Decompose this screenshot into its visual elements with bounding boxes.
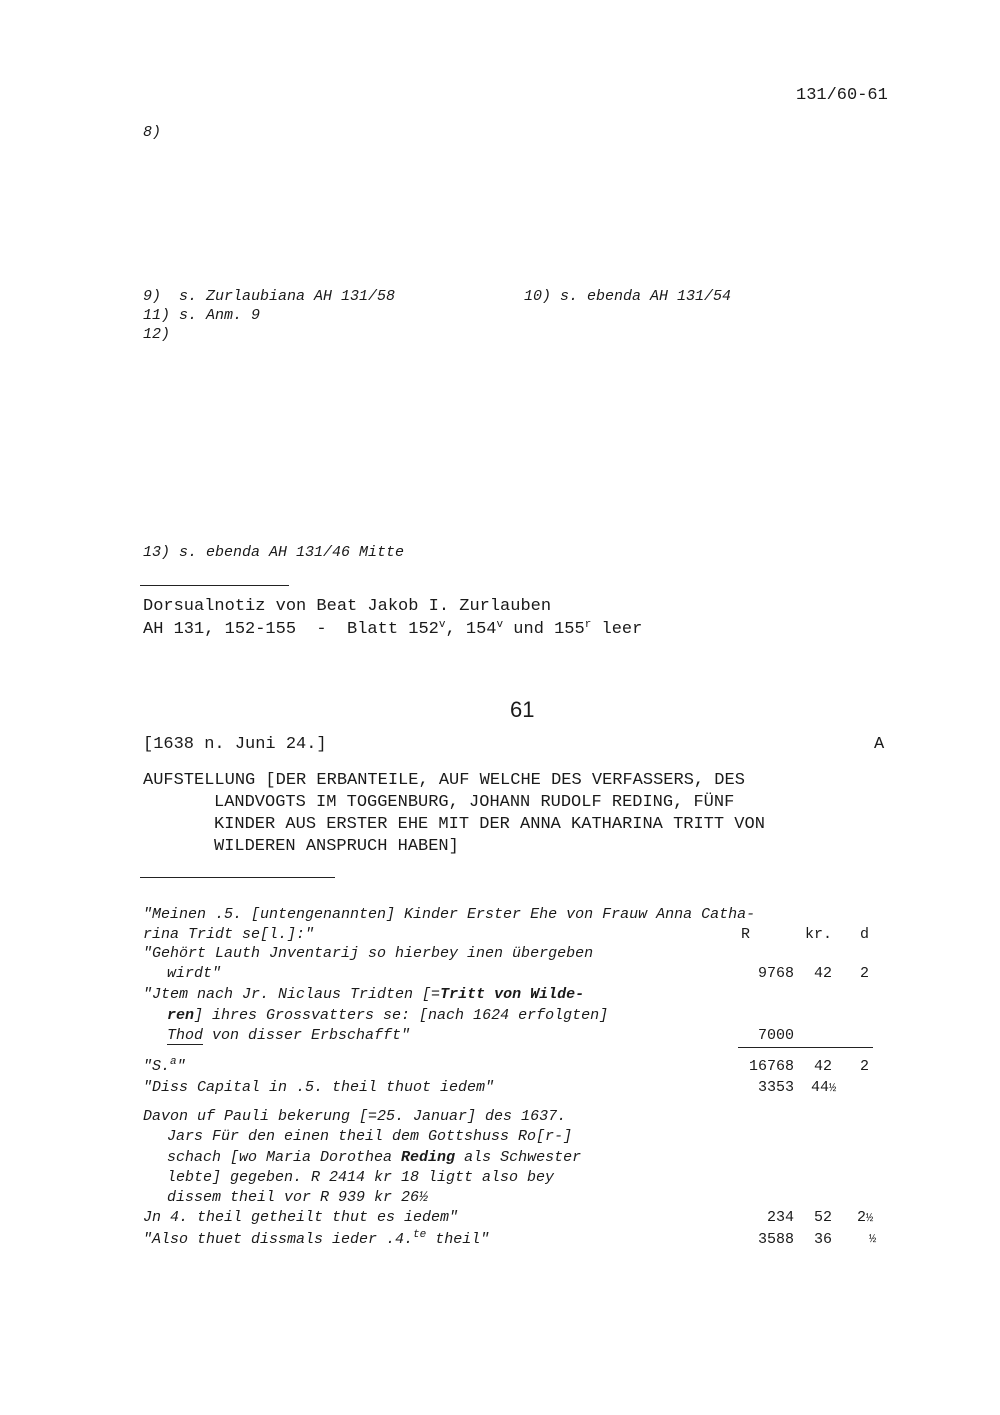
body-text: von disser Erbschafft" [203,1027,411,1044]
body-line: rina Tridt se[l.]:" [143,926,315,943]
amount-kr [811,1079,836,1096]
bold-name: Tritt von Wilde- [440,986,585,1003]
underlined-text: Thod [167,1027,204,1044]
footnote-8: 8) [143,124,162,141]
document-date: [1638 n. Juni 24.] [143,735,327,754]
footnote-9: 9) s. Zurlaubiana AH 131/58 [143,288,396,305]
dorsal-text: leer [591,620,643,639]
footnote-13: 13) s. ebenda AH 131/46 Mitte [143,544,405,561]
body-line: "Diss Capital in .5. theil thuot iedem" [143,1079,495,1096]
footnote-11: 11) s. Anm. 9 [143,307,261,324]
amount-r: 9768 [757,965,794,982]
body-line [143,1058,186,1075]
amount-r: 234 [766,1209,794,1226]
amount-d: 2 [859,965,869,982]
document-mark: A [874,735,885,754]
amount-kr: 36 [813,1231,832,1248]
divider [140,585,289,586]
body-line [167,1007,608,1024]
superscript: a [170,1056,177,1068]
document-title-line4: WILDEREN ANSPRUCH HABEN] [214,837,459,856]
body-text: "S. [143,1058,171,1075]
amount-value: 44 [811,1079,830,1096]
body-line: lebte] gegeben. R 2414 kr 18 ligtt also bey [167,1169,555,1186]
body-text: ] ihres Grossvatters se: [nach 1624 erfolgten] [194,1007,609,1024]
amount-r: 3588 [757,1231,794,1248]
footnote-12: 12) [143,326,171,343]
document-number: 61 [510,697,535,722]
bold-name: Reding [401,1149,456,1166]
sum-rule [738,1047,873,1048]
column-header-r: R [740,926,750,943]
body-line: dissem theil vor R 939 kr 26½ [167,1189,429,1206]
fraction: ½ [829,1081,837,1095]
amount-value: 2 [857,1209,867,1226]
body-line: "Meinen .5. [untengenannten] Kinder Erster Ehe von Frauw Anna Catha- [143,906,756,923]
amount-r: 16768 [748,1058,794,1075]
body-line: "Gehört Lauth Jnventarij so hierbey inen übergeben [143,945,594,962]
dorsal-note-line1: Dorsualnotiz von Beat Jakob I. Zurlauben [143,597,552,616]
amount-d [857,1209,873,1226]
superscript: v [496,619,504,631]
amount-d: ½ [869,1232,877,1246]
body-line: Davon uf Pauli bekerung [=25. Januar] des 1637. [143,1108,567,1125]
body-text: schach [wo Maria Dorothea [167,1149,402,1166]
body-line: wirdt" [167,965,222,982]
amount-kr: 52 [813,1209,832,1226]
body-line [143,1231,489,1248]
document-title-line2: LANDVOGTS IM TOGGENBURG, JOHANN RUDOLF REDING, FÜNF [214,793,735,812]
body-line [167,1149,581,1166]
amount-r: 3353 [757,1079,794,1096]
bold-name: ren [167,1007,195,1024]
amount-r: 7000 [757,1027,794,1044]
body-line [143,986,584,1003]
superscript: v [438,619,446,631]
divider [140,877,335,878]
body-line: Jars Für den einen theil dem Gottshuss Ro[r-] [167,1128,573,1145]
dorsal-text: , 154 [445,620,497,639]
column-header-d: d [859,926,869,943]
superscript: r [584,619,592,631]
body-line: Jn 4. theil getheilt thut es iedem" [143,1209,459,1226]
body-text: " [176,1058,186,1075]
body-text: theil" [426,1231,490,1248]
dorsal-text: und 155 [503,620,585,639]
fraction: ½ [866,1211,874,1225]
dorsal-note-line2 [143,620,642,639]
body-line [167,1027,410,1044]
page-reference: 131/60-61 [796,86,888,105]
column-header-kr: kr. [804,926,832,943]
body-text: als Schwester [455,1149,582,1166]
amount-d: 2 [859,1058,869,1075]
document-title-line1: AUFSTELLUNG [DER ERBANTEILE, AUF WELCHE DES VERFASSERS, DES [143,771,745,790]
body-text: "Jtem nach Jr. Niclaus Tridten [= [143,986,441,1003]
superscript: te [413,1229,427,1241]
dorsal-text: AH 131, 152-155 - Blatt 152 [143,620,439,639]
footnote-10: 10) s. ebenda AH 131/54 [524,288,732,305]
document-title-line3: KINDER AUS ERSTER EHE MIT DER ANNA KATHARINA TRITT VON [214,815,765,834]
amount-kr: 42 [813,1058,832,1075]
amount-kr: 42 [813,965,832,982]
body-text: "Also thuet dissmals ieder .4. [143,1231,414,1248]
